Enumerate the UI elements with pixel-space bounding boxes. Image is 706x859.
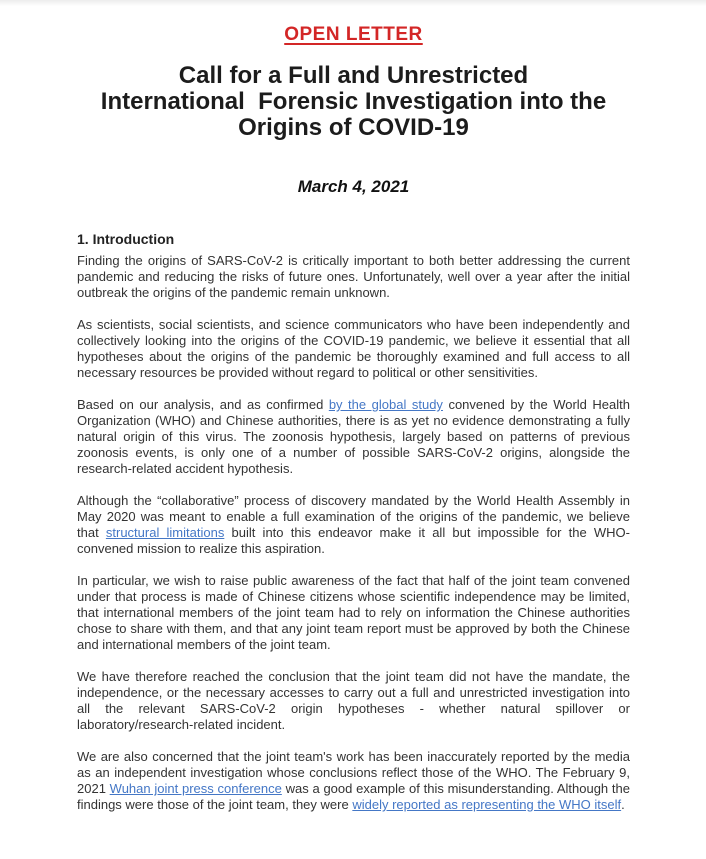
document-title <box>77 63 630 141</box>
paragraph-text: Finding the origins of SARS-CoV-2 is critically important to both better addressing the current pandemic and reducing the risks of future ones. Unfortunately, well over a year after the initial outbreak the origins of the pandemic remain unknown. <box>77 253 630 300</box>
paragraph-text: We have therefore reached the conclusion that the joint team did not have the mandate, the independence, or the necessary accesses to carry out a full and unrestricted investigation into all the relevant SARS-CoV-2 origin hypotheses - whether natural spillover or laboratory/research-related incident. <box>77 669 630 732</box>
paragraph <box>77 253 630 301</box>
paragraph-text: Although the “collaborative” process of discovery mandated by the World Health Assembly in May 2020 was meant to enable a full examination of the origins of the pandemic, we believe that <box>77 493 630 540</box>
document-title-line: Origins of COVID-19 <box>238 114 469 141</box>
document-title-line: International Forensic Investigation into the <box>100 88 607 115</box>
inline-link[interactable]: structural limitations <box>105 525 225 540</box>
section-heading-introduction: 1. Introduction <box>77 231 175 247</box>
paragraph <box>77 317 630 381</box>
paragraph <box>77 397 630 477</box>
letter-body <box>77 253 630 813</box>
paragraph-text: We are also concerned that the joint team's work has been inaccurately reported by the media as an independent investigation whose conclusions reflect those of the WHO. The February 9, 2021 <box>77 749 630 796</box>
paragraph-text: . <box>621 797 625 812</box>
paragraph-text: Based on our analysis, and as confirmed <box>77 397 329 412</box>
paragraph <box>77 749 630 813</box>
paragraph-text: As scientists, social scientists, and science communicators who have been independently and collectively looking into the origins of the COVID-19 pandemic, we believe it essential that all hypotheses about the origins of the pandemic be thoroughly examined and full access to all necessary resources be provided without regard to political or other sensitivities. <box>77 317 630 380</box>
document-title-line: Call for a Full and Unrestricted <box>178 62 529 89</box>
paragraph <box>77 573 630 653</box>
paragraph <box>77 493 630 557</box>
paragraph-text: built into this endeavor make it all but impossible for the WHO-convened mission to realize this aspiration. <box>77 525 630 556</box>
inline-link[interactable]: widely reported as representing the WHO itself <box>352 797 622 812</box>
inline-link[interactable]: by the global study <box>328 397 443 412</box>
page-top-edge <box>0 0 706 6</box>
paragraph-text: In particular, we wish to raise public awareness of the fact that half of the joint team convened under that process is made of Chinese citizens whose scientific independence may be limited, that international members of the joint team had to rely on information the Chinese authorities chose to share with them, and that any joint team report must be approved by both the Chinese and international members of the joint team. <box>77 573 630 652</box>
paragraph-text: was a good example of this misunderstanding. Although the findings were those of the joint team, they were <box>77 781 630 812</box>
open-letter-banner: OPEN LETTER <box>284 24 423 45</box>
paragraph-text: convened by the World Health Organization (WHO) and Chinese authorities, there is as yet no evidence demonstrating a fully natural origin of this virus. The zoonosis hypothesis, largely based on patterns of previous zoonosis events, is only one of a number of possible SARS-CoV-2 origins, alongside the research-related accident hypothesis. <box>77 397 630 476</box>
paragraph <box>77 669 630 733</box>
inline-link[interactable]: Wuhan joint press conference <box>109 781 282 796</box>
document-date: March 4, 2021 <box>297 177 410 196</box>
